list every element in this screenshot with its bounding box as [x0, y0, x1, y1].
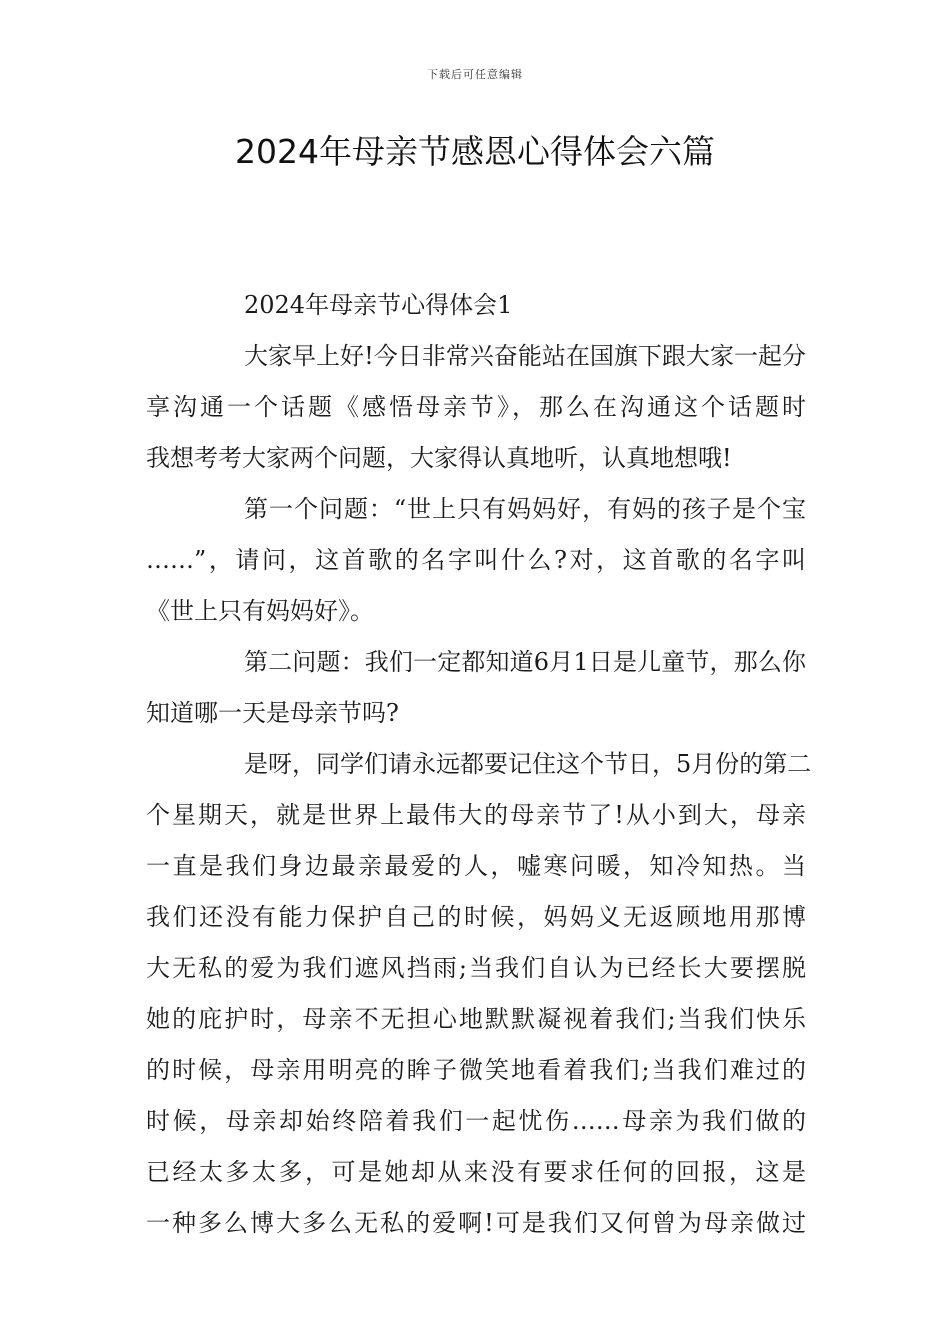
text-line: 已经太多太多，可是她却从来没有要求任何的回报，这是	[146, 1158, 806, 1186]
text-line: 一种多么博大多么无私的爱啊!可是我们又何曾为母亲做过	[146, 1209, 806, 1237]
document-title: 2024年母亲节感恩心得体会六篇	[235, 132, 715, 171]
text-line: 大无私的爱为我们遮风挡雨;当我们自认为已经长大要摆脱	[146, 954, 806, 982]
paragraph	[146, 331, 806, 484]
text-line: 我想考考大家两个问题，大家得认真地听，认真地想哦!	[146, 444, 732, 472]
document-body	[146, 280, 812, 1249]
paragraph	[146, 637, 806, 739]
text-line: 第一个问题：“世上只有妈妈好，有妈的孩子是个宝	[244, 495, 806, 523]
text-line: 个星期天，就是世界上最伟大的母亲节了!从小到大，母亲	[146, 801, 806, 829]
text-line: 一直是我们身边最亲最爱的人，嘘寒问暖，知冷知热。当	[146, 852, 806, 880]
text-line: 大家早上好!今日非常兴奋能站在国旗下跟大家一起分	[244, 342, 806, 370]
paragraph	[146, 739, 812, 1249]
text-line: 第二问题：我们一定都知道6月1日是儿童节，那么你	[244, 648, 806, 676]
paragraph	[146, 280, 806, 331]
text-line: 是呀，同学们请永远都要记住这个节日，5月份的第二	[244, 750, 812, 778]
paragraph	[146, 484, 806, 637]
text-line: 时候，母亲却始终陪着我们一起忧伤……母亲为我们做的	[146, 1107, 806, 1135]
header-note: 下载后可任意编辑	[427, 68, 523, 81]
text-line: 我们还没有能力保护自己的时候，妈妈义无返顾地用那博	[146, 903, 806, 931]
text-line: 《世上只有妈妈好》。	[146, 597, 374, 625]
text-line: ……”，请问，这首歌的名字叫什么?对，这首歌的名字叫	[146, 546, 806, 574]
text-line: 知道哪一天是母亲节吗?	[146, 699, 399, 727]
text-line: 的时候，母亲用明亮的眸子微笑地看着我们;当我们难过的	[146, 1056, 806, 1084]
text-line: 她的庇护时，母亲不无担心地默默凝视着我们;当我们快乐	[146, 1005, 806, 1033]
text-line: 2024年母亲节心得体会1	[244, 291, 513, 319]
text-line: 享沟通一个话题《感悟母亲节》，那么在沟通这个话题时	[146, 393, 806, 421]
